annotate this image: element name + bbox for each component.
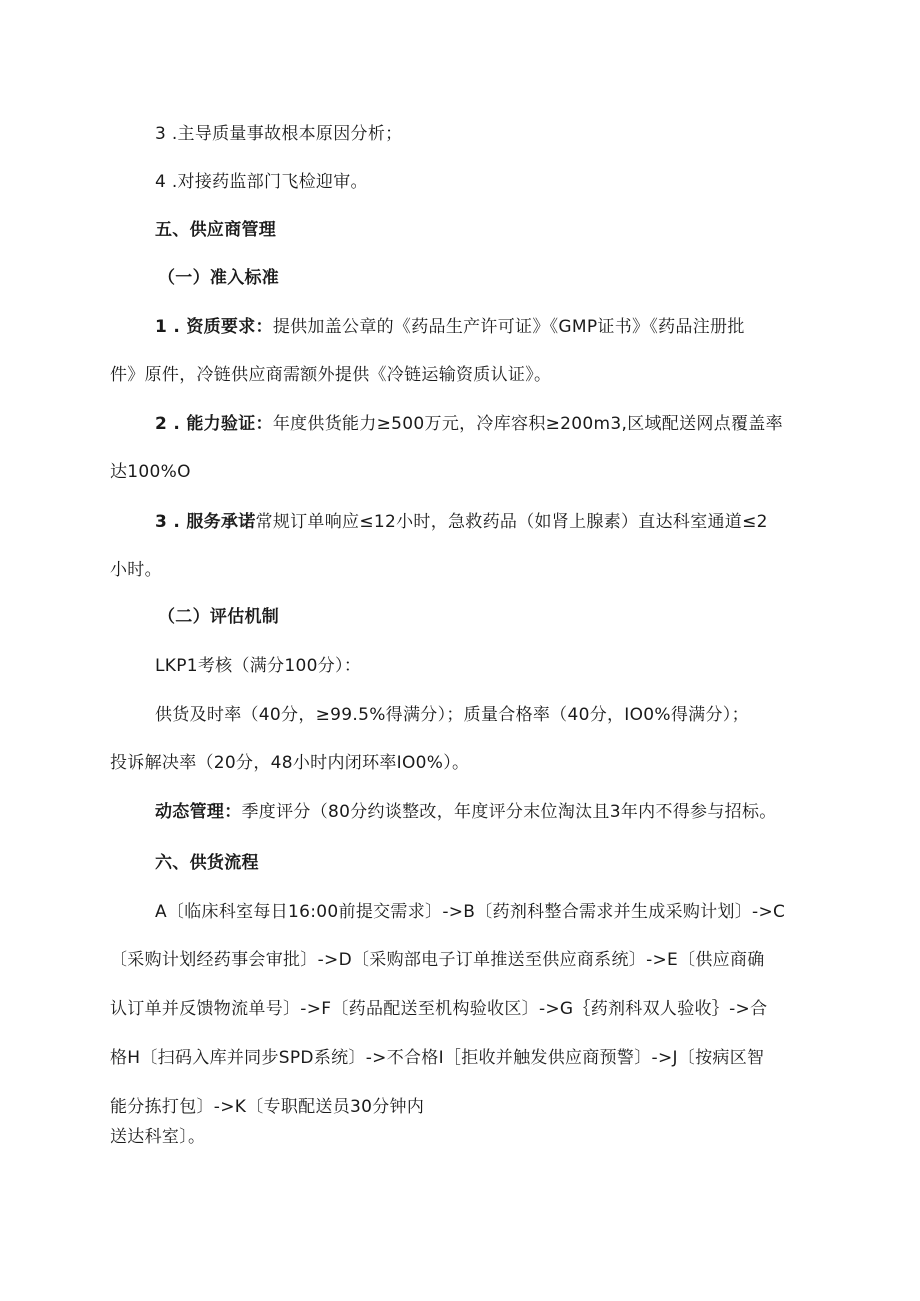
section-heading: 五、供应商管理 — [155, 220, 277, 240]
flow-line: 能分拣打包〕->K〔专职配送员30分钟内 — [110, 1097, 425, 1117]
list-item: 4 .对接药监部门飞检迎审。 — [155, 172, 368, 192]
paragraph-label: 3 . 服务承诺 — [155, 512, 256, 532]
flow-line: A〔临床科室每日16:00前提交需求〕->B〔药剂科整合需求并生成采购计划〕->C — [155, 902, 786, 922]
paragraph-text: 提供加盖公章的《药品生产许可证》《GMP证书》《药品注册批 — [272, 317, 745, 337]
paragraph-text: 季度评分（80分约谈整改，年度评分末位淘汰且3年内不得参与招标。 — [241, 802, 777, 822]
list-item: 3 .主导质量事故根本原因分析； — [155, 124, 403, 144]
paragraph-label: 1 . 资质要求： — [155, 317, 273, 337]
paragraph-continuation: 小时。 — [110, 560, 162, 580]
paragraph: LKP1考核（满分100分）： — [155, 656, 362, 676]
paragraph-label: 2 . 能力验证： — [155, 414, 273, 434]
section-heading: 六、供货流程 — [155, 853, 259, 873]
paragraph-text: 常规订单响应≤12小时，急救药品（如肾上腺素）直达科室通道≤2 — [255, 512, 768, 532]
flow-line: 格H〔扫码入库并同步SPD系统〕->不合格I［拒收并触发供应商预警〕->J〔按病区智 — [110, 1048, 765, 1068]
paragraph-label: 动态管理： — [155, 802, 242, 822]
subsection-heading: （一）准入标准 — [158, 268, 280, 288]
paragraph-continuation: 达100%O — [110, 462, 191, 482]
paragraph-continuation: 件》原件，冷链供应商需额外提供《冷链运输资质认证》。 — [110, 365, 552, 385]
subsection-heading: （二）评估机制 — [158, 607, 280, 627]
paragraph — [155, 412, 783, 436]
paragraph — [155, 800, 777, 824]
flow-line: 〔采购计划经药事会审批〕->D〔采购部电子订单推送至供应商系统〕->E〔供应商确 — [110, 950, 765, 970]
paragraph: 供货及时率（40分，≥99.5%得满分）；质量合格率（40分，IO0%得满分）； — [155, 705, 749, 725]
flow-line: 送达科室〕。 — [110, 1127, 206, 1147]
paragraph — [155, 315, 745, 339]
paragraph-text: 年度供货能力≥500万元，冷库容积≥200m3,区域配送网点覆盖率 — [272, 414, 783, 434]
flow-line: 认订单并反馈物流单号〕->F〔药品配送至机构验收区〕->G｛药剂科双人验收｝->合 — [110, 999, 768, 1019]
paragraph-continuation: 投诉解决率（20分，48小时内闭环率IO0%）。 — [110, 753, 470, 773]
paragraph — [155, 510, 768, 534]
